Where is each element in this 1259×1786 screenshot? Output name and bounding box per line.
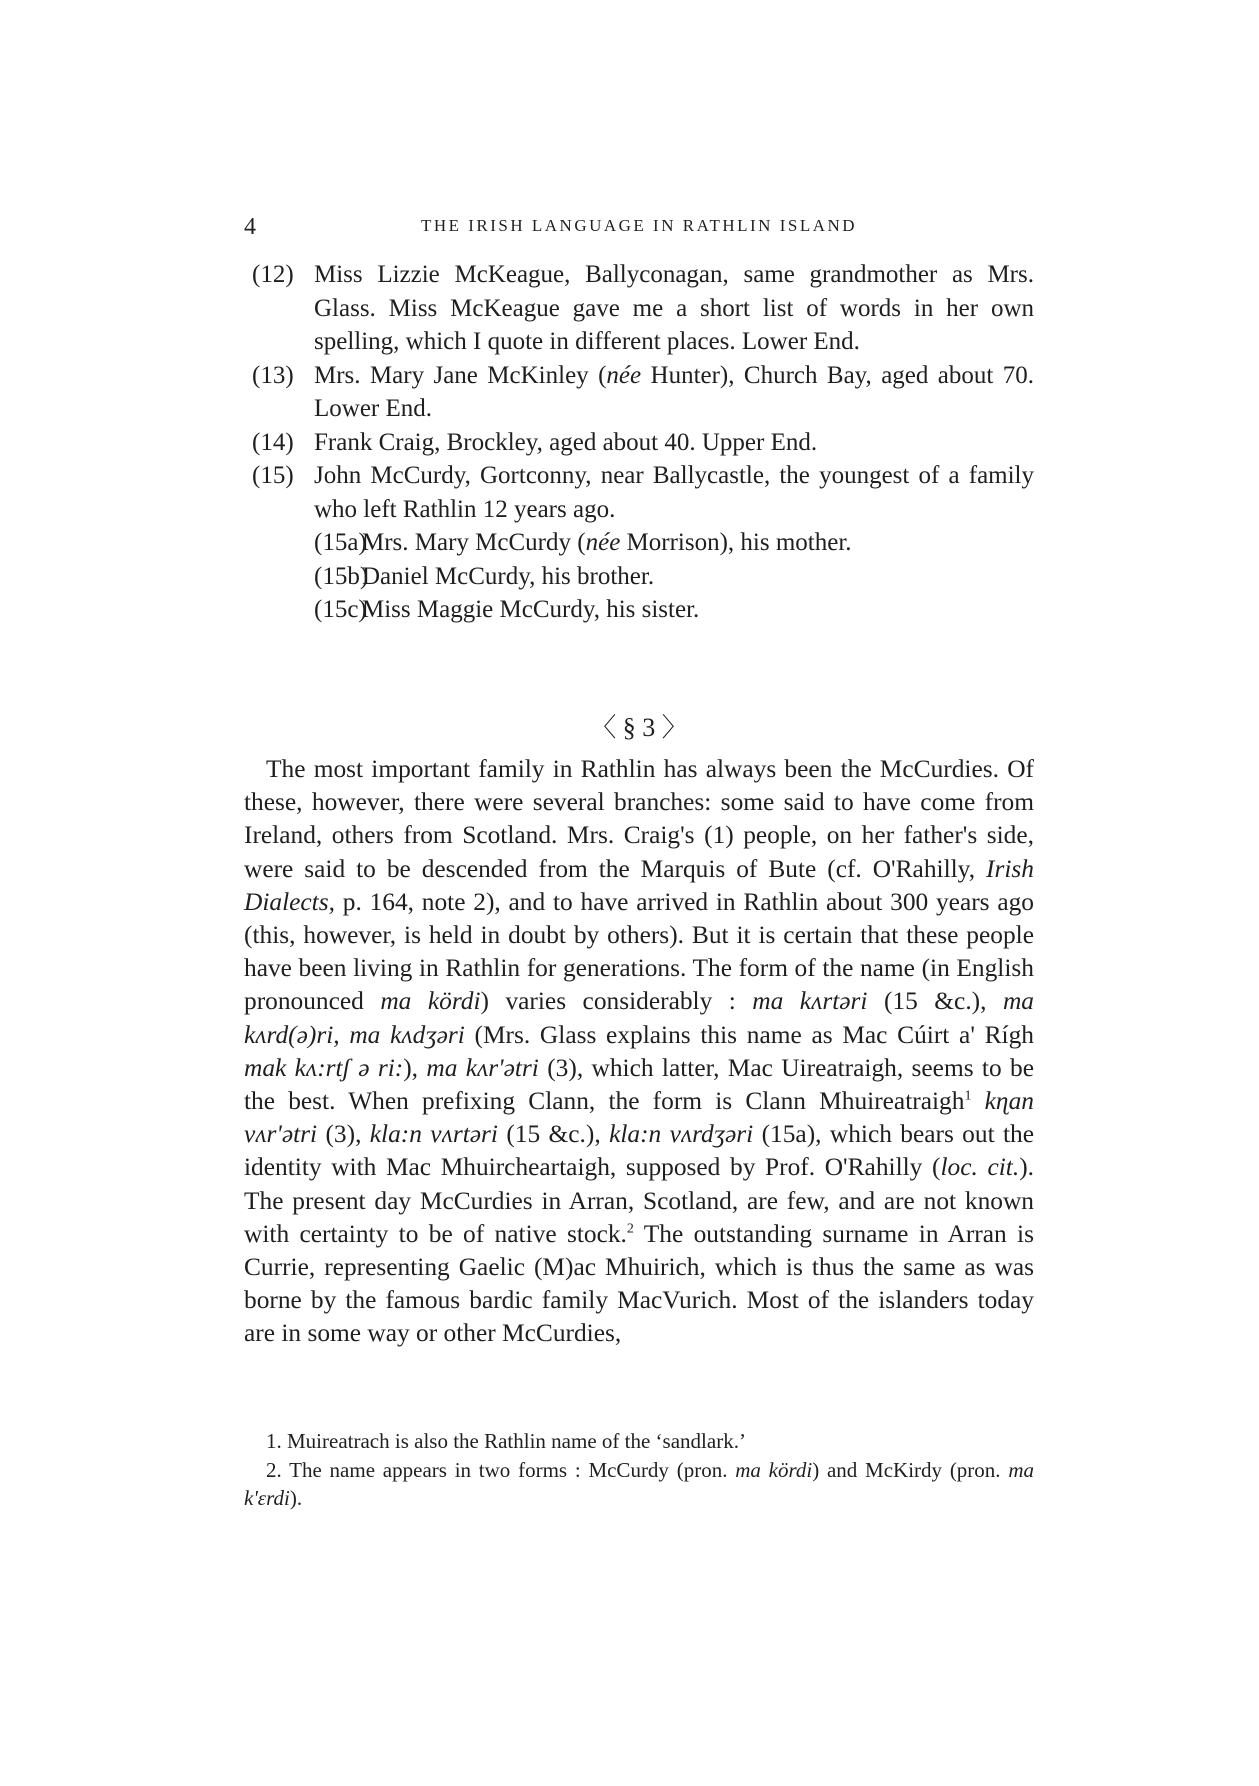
paragraph-text: ) varies considerably : — [480, 987, 753, 1016]
paragraph-text: The outstanding surname in Arran is Currie, representing Gaelic (M)ac Mhuirich, which is thus the same as was borne by the famous bardic family MacVurich. Most of the islanders today are in some way or other McCurdies, — [244, 1219, 1034, 1348]
footnote-2 — [244, 1456, 1034, 1513]
paragraph-italic: ma kördi — [380, 987, 481, 1016]
informant-number: (15) — [252, 462, 294, 489]
sub-informant-text: Miss Maggie McCurdy, his sister. — [362, 596, 700, 623]
informant-text: Mrs. Mary Jane McKinley ( — [314, 361, 607, 389]
paragraph-italic: ma kʌrd(ə)ri, ma kʌdʒəri — [244, 987, 1034, 1049]
body-paragraph — [244, 753, 1034, 1351]
paragraph-text: (3), — [317, 1120, 370, 1149]
paragraph-italic: kla:n vʌrtəri — [369, 1120, 498, 1149]
footnote-italic: ma kördi — [735, 1457, 813, 1482]
footnotes — [244, 1427, 1034, 1513]
sub-informant-italic: née — [585, 529, 621, 556]
sub-informant-number: (15c) — [314, 596, 367, 623]
paragraph-italic: mak kʌ:rtʃ ə ri: — [244, 1053, 404, 1082]
paragraph-italic: Irish Dialects, — [244, 854, 1034, 916]
paragraph-italic: loc. cit. — [940, 1153, 1020, 1182]
footnote-text: ). — [289, 1486, 303, 1510]
informant-item — [252, 258, 1034, 359]
informant-list — [252, 258, 1034, 627]
footnote-1: 1. Muireatrach is also the Rathlin name of the ‘sandlark.’ — [266, 1429, 746, 1453]
informant-italic: née — [606, 361, 642, 389]
paragraph-italic: kla:n vʌrdʒəri — [609, 1120, 754, 1149]
sub-informant-text: Mrs. Mary McCurdy ( — [362, 529, 586, 556]
informant-number: (12) — [252, 261, 294, 288]
page-header — [244, 214, 1034, 244]
paragraph-text: ), — [403, 1053, 427, 1082]
informant-number: (14) — [252, 428, 294, 456]
sub-informant-item — [252, 526, 1034, 560]
paragraph-italic: ma kʌrtəri — [752, 987, 868, 1016]
paragraph-text — [971, 1087, 984, 1115]
informant-text: Frank Craig, Brockley, aged about 40. Upper End. — [314, 428, 818, 456]
sub-informant-item — [252, 560, 1034, 594]
paragraph-text: ). The present day McCurdies in Arran, Scotland, are few, and are not known with certainty to be of native stock. — [244, 1153, 1034, 1248]
paragraph-text: (3), which latter, Mac Uireatraigh, seems to be the best. When prefixing Clann, the form is Clann Mhuireatraigh — [244, 1053, 1034, 1116]
paragraph-italic: kɳan vʌr'ətri — [244, 1087, 1034, 1149]
sub-informant-number: (15a) — [314, 529, 367, 556]
paragraph-text: p. 164, note 2), and to have arrived in Rathlin about 300 years ago (this, however, is held in doubt by others). But it is certain that these people have been living in Rathlin for generations. The form of the name (in English pronounced — [244, 887, 1034, 1016]
paragraph-text: (15a), which bears out the identity with Mac Mhuircheartaigh, supposed by Prof. O'Rahilly ( — [244, 1120, 1034, 1182]
sub-informant-item — [252, 593, 1034, 627]
footnote-text: ) and McKirdy (pron. — [812, 1457, 1009, 1482]
informant-number: (13) — [252, 361, 294, 389]
informant-text: John McCurdy, Gortconny, near Ballycastle, the youngest of a family who left Rathlin 12 years ago. — [314, 462, 1034, 523]
informant-text: Miss Lizzie McKeague, Ballyconagan, same grandmother as Mrs. Glass. Miss McKeague gave me a short list of words in her own spelling, which I quote in different places. Lower End. — [314, 261, 1034, 355]
footnote-ref-1: 1 — [964, 1088, 972, 1104]
paragraph-text: (15 &c.), — [497, 1120, 610, 1149]
sub-informant-number: (15b) — [314, 562, 369, 590]
running-title: THE IRISH LANGUAGE IN RATHLIN ISLAND — [420, 216, 858, 235]
footnote-text: 2. The name appears in two forms : McCurdy (pron. — [266, 1457, 736, 1482]
informant-item — [252, 359, 1034, 426]
informant-item — [252, 459, 1034, 526]
paragraph-italic: ma kʌr'ətri — [426, 1053, 539, 1082]
footnote-ref-2: 2 — [626, 1221, 634, 1237]
paragraph-text: The most important family in Rathlin has always been the McCurdies. Of these, however, there were several branches: some said to have come from Ireland, others from Scotland. Mrs. Craig's (1) people, on her father's side, were said to be descended from the Marquis of Bute (cf. O'Rahilly, — [244, 755, 1034, 883]
footnote-italic: ma k'ɛrdi — [244, 1457, 1034, 1510]
sub-informant-text: Daniel McCurdy, his brother. — [362, 562, 655, 590]
page-number: 4 — [244, 214, 256, 240]
paragraph-text: (15 &c.), — [867, 987, 1003, 1016]
informant-text: Hunter), Church Bay, aged about 70. Lower End. — [314, 361, 1034, 422]
section-heading: 〈 § 3 〉 — [590, 713, 688, 742]
informant-item — [252, 426, 1034, 460]
paragraph-text: (Mrs. Glass explains this name as Mac Cúirt a' Rígh — [464, 1020, 1034, 1049]
sub-informant-text: Morrison), his mother. — [620, 529, 852, 556]
